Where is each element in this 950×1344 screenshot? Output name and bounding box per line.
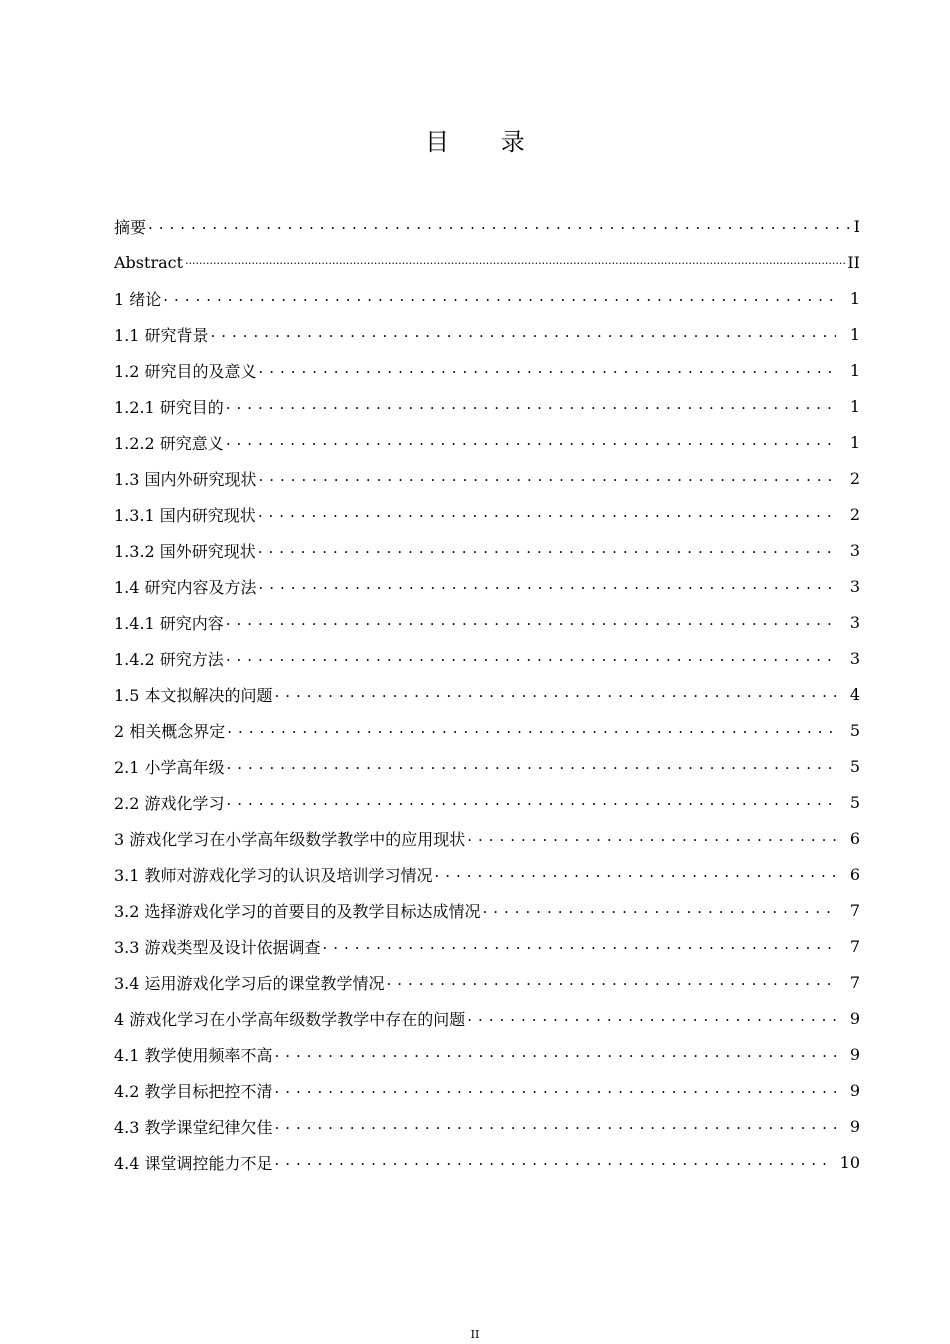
toc-entry-label: 1.4.1 研究内容 <box>114 611 224 634</box>
toc-entry-page: 1 <box>849 324 860 344</box>
toc-entry-label: 4.3 教学课堂纪律欠佳 <box>114 1115 273 1138</box>
toc-leader <box>185 254 845 270</box>
toc-entry-label: 4.4 课堂调控能力不足 <box>114 1151 273 1174</box>
toc-entry-page: 1 <box>849 432 860 452</box>
toc-leader <box>275 1046 836 1062</box>
toc-entry-page: 7 <box>849 936 860 956</box>
toc-entry[interactable] <box>114 244 860 280</box>
toc-entry-page: I <box>853 216 860 236</box>
toc-leader <box>226 434 836 450</box>
toc-entry-label: 1.3.2 国外研究现状 <box>114 539 256 562</box>
toc-leader <box>387 974 836 990</box>
toc-entry[interactable] <box>114 1000 860 1036</box>
toc-leader <box>275 1082 836 1098</box>
toc-entry-page: 2 <box>849 504 860 524</box>
toc-entry-page: 6 <box>849 864 860 884</box>
toc-leader <box>226 398 836 414</box>
toc-leader <box>227 794 836 810</box>
toc-leader <box>435 866 836 882</box>
toc-leader <box>323 938 836 954</box>
toc-entry[interactable] <box>114 892 860 928</box>
toc-entry-label: 3.2 选择游戏化学习的首要目的及教学目标达成情况 <box>114 899 481 922</box>
toc-entry[interactable] <box>114 784 860 820</box>
toc-leader <box>226 650 836 666</box>
toc-leader <box>467 1010 836 1026</box>
toc-entry[interactable] <box>114 316 860 352</box>
toc-entry[interactable] <box>114 1072 860 1108</box>
toc-entry-page: 9 <box>849 1008 860 1028</box>
toc-entry-page: 6 <box>849 828 860 848</box>
toc-entry[interactable] <box>114 388 860 424</box>
toc-entry[interactable] <box>114 964 860 1000</box>
toc-entry-label: 1.2.2 研究意义 <box>114 431 224 454</box>
toc-leader <box>275 686 836 702</box>
toc-entry-page: 9 <box>849 1044 860 1064</box>
toc-entry[interactable] <box>114 1036 860 1072</box>
toc-entry[interactable] <box>114 532 860 568</box>
toc-entry-label: 4.2 教学目标把控不清 <box>114 1079 273 1102</box>
toc-leader <box>259 362 836 378</box>
toc-leader <box>467 830 836 846</box>
toc-entry-label: 2.2 游戏化学习 <box>114 791 225 814</box>
toc-entry-page: 1 <box>849 288 860 308</box>
toc-leader <box>227 758 836 774</box>
toc-entry-page: 1 <box>849 396 860 416</box>
toc-title: 目 录 <box>425 128 547 156</box>
toc-entry-label: 1 绪论 <box>114 287 161 310</box>
toc-entry-page: 3 <box>849 540 860 560</box>
toc-entry-page: 5 <box>849 720 860 740</box>
toc-entry[interactable] <box>114 280 860 316</box>
toc-entry[interactable] <box>114 352 860 388</box>
page-number: II <box>470 1328 480 1341</box>
toc-entry[interactable] <box>114 856 860 892</box>
toc-leader <box>275 1118 836 1134</box>
toc-entry-page: 10 <box>839 1152 860 1172</box>
toc-entry[interactable] <box>114 676 860 712</box>
toc-entry[interactable] <box>114 568 860 604</box>
table-of-contents <box>114 208 860 1180</box>
toc-entry-label: 4 游戏化学习在小学高年级数学教学中存在的问题 <box>114 1007 465 1030</box>
toc-entry[interactable] <box>114 1144 860 1180</box>
toc-entry-label: 3.3 游戏类型及设计依据调查 <box>114 935 321 958</box>
toc-entry-page: 7 <box>849 972 860 992</box>
toc-entry[interactable] <box>114 820 860 856</box>
toc-leader <box>163 290 836 306</box>
toc-entry-label: 1.2 研究目的及意义 <box>114 359 257 382</box>
toc-entry[interactable] <box>114 604 860 640</box>
toc-entry-page: 2 <box>849 468 860 488</box>
toc-entry-label: 1.3.1 国内研究现状 <box>114 503 256 526</box>
toc-entry[interactable] <box>114 712 860 748</box>
toc-entry-page: 3 <box>849 576 860 596</box>
toc-entry-label: 1.2.1 研究目的 <box>114 395 224 418</box>
toc-entry-label: 3 游戏化学习在小学高年级数学教学中的应用现状 <box>114 827 465 850</box>
toc-entry[interactable] <box>114 424 860 460</box>
toc-entry-page: 3 <box>849 612 860 632</box>
toc-entry-label: 1.5 本文拟解决的问题 <box>114 683 273 706</box>
toc-entry-label: 3.1 教师对游戏化学习的认识及培训学习情况 <box>114 863 433 886</box>
toc-entry-page: 3 <box>849 648 860 668</box>
toc-entry-page: 4 <box>849 684 860 704</box>
toc-entry-label: 4.1 教学使用频率不高 <box>114 1043 273 1066</box>
toc-leader <box>258 542 836 558</box>
toc-entry-label: 3.4 运用游戏化学习后的课堂教学情况 <box>114 971 385 994</box>
toc-entry[interactable] <box>114 496 860 532</box>
toc-entry-page: 9 <box>849 1080 860 1100</box>
toc-leader <box>227 722 836 738</box>
toc-entry-page: 5 <box>849 792 860 812</box>
toc-leader <box>259 470 836 486</box>
toc-entry-page: 5 <box>849 756 860 776</box>
toc-entry[interactable] <box>114 640 860 676</box>
toc-entry-label: 2 相关概念界定 <box>114 719 225 742</box>
toc-entry-label: 1.3 国内外研究现状 <box>114 467 257 490</box>
toc-leader <box>211 326 836 342</box>
toc-entry-label: Abstract <box>114 252 184 272</box>
toc-entry[interactable] <box>114 928 860 964</box>
toc-leader <box>258 506 836 522</box>
toc-entry-label: 1.4.2 研究方法 <box>114 647 224 670</box>
toc-entry-label: 1.4 研究内容及方法 <box>114 575 257 598</box>
toc-entry[interactable] <box>114 460 860 496</box>
toc-leader <box>483 902 836 918</box>
toc-entry[interactable] <box>114 208 860 244</box>
toc-leader <box>275 1154 828 1170</box>
toc-entry-page: 9 <box>849 1116 860 1136</box>
toc-entry-page: 1 <box>849 360 860 380</box>
toc-entry[interactable] <box>114 1108 860 1144</box>
toc-leader <box>259 578 836 594</box>
toc-entry[interactable] <box>114 748 860 784</box>
toc-entry-page: 7 <box>849 900 860 920</box>
toc-entry-page: II <box>847 252 860 272</box>
toc-entry-label: 2.1 小学高年级 <box>114 755 225 778</box>
toc-leader <box>148 218 852 234</box>
toc-entry-label: 摘要 <box>114 215 146 238</box>
toc-entry-label: 1.1 研究背景 <box>114 323 209 346</box>
toc-leader <box>226 614 836 630</box>
